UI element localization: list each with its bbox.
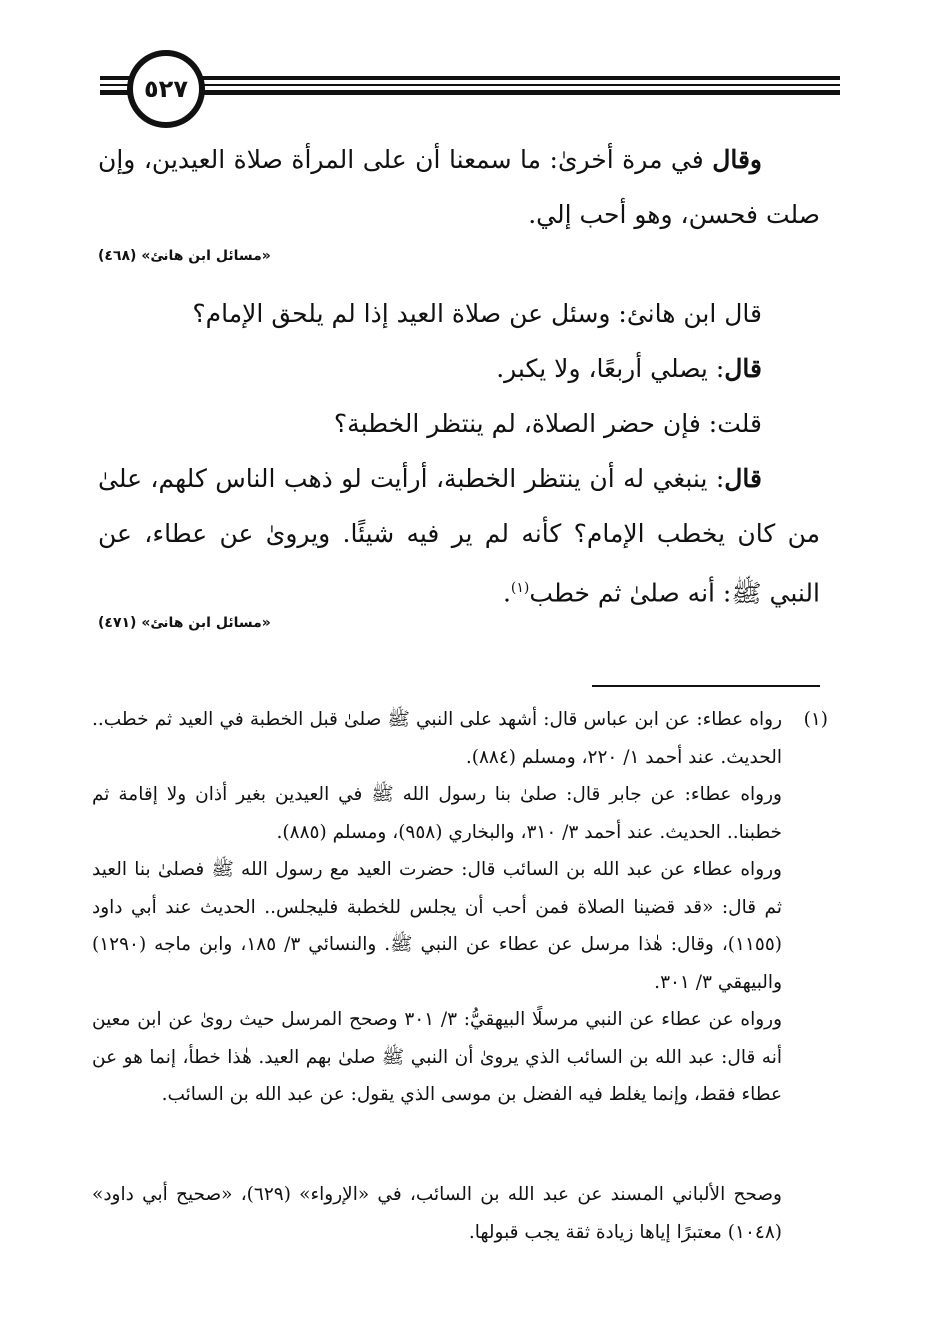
footnote-reference[interactable]: (١): [510, 580, 530, 596]
footnote-marker: (١): [803, 709, 828, 730]
paragraph-text: في مرة أخرىٰ: ما سمعنا أن على المرأة صلاة العيدين، وإن صلت فحسن، وهو أحب إلي.: [98, 145, 820, 229]
paragraph-4: [98, 396, 820, 451]
footnote-paragraph-5: وصحح الألباني المسند عن عبد الله بن السائب، في «الإرواء» (٦٢٩)، «صحيح أبي داود» (١٠٤٨) معتبرًا إياها زيادة ثقة يجب قبولها.: [92, 1184, 782, 1243]
paragraph-1: [98, 132, 820, 242]
footnote-paragraph-3: ورواه عطاء عن عبد الله بن السائب قال: حضرت العيد مع رسول الله ﷺ فصلىٰ بنا العيد ثم قال: «قد قضينا الصلاة فمن أحب أن يجلس للخطبة فليجلس.. الحديث عند أبي داود (١١٥٥)، وقال: هٰذا مرسل عن عطاء عن النبي ﷺ. والنسائي ٣/ ١٨٥، وابن ماجه (١٢٩٠) والبيهقي ٣/ ٣٠١.: [92, 859, 782, 993]
footnote-paragraph-2: ورواه عطاء: عن جابر قال: صلىٰ بنا رسول الله ﷺ في العيدين بغير أذان ولا إقامة ثم خطبنا.. الحديث. عند أحمد ٣/ ٣١٠، والبخاري (٩٥٨)، ومسلم (٨٨٥).: [92, 784, 782, 843]
paragraph-text: : يصلي أربعًا، ولا يكبر.: [496, 354, 725, 383]
speaker-label: قال: [724, 354, 762, 383]
paragraph-text: قلت: فإن حضر الصلاة، لم ينتظر الخطبة؟: [333, 409, 762, 438]
paragraph-2: [98, 286, 820, 341]
paragraph-text: قال ابن هانئ: وسئل عن صلاة العيد إذا لم يلحق الإمام؟: [192, 299, 762, 328]
source-citation: «مسائل ابن هانئ» (٤٦٨): [98, 248, 271, 264]
page-number: ٥٢٧: [144, 75, 188, 103]
paragraph-3: [98, 341, 820, 396]
footnote-divider: [592, 685, 820, 687]
header-rule: [100, 84, 840, 86]
speaker-label: قال: [724, 464, 762, 493]
footnote-paragraph-4: ورواه عن عطاء عن النبي مرسلًا البيهقيُّ: ٣/ ٣٠١ وصحح المرسل حيث روىٰ عن ابن معين أنه قال: عبد الله بن السائب الذي يروىٰ أن النبي ﷺ صلىٰ بهم العيد. هٰذا خطأ، إنما هو عن عطاء فقط، وإنما يغلط فيه الفضل بن موسى الذي يقول: عن عبد الله بن السائب.: [92, 1009, 783, 1105]
paragraph-end: .: [502, 578, 511, 608]
paragraph-5: [98, 451, 820, 620]
footnote-paragraph-1: رواه عطاء: عن ابن عباس قال: أشهد على النبي ﷺ صلىٰ قبل الخطبة في العيد ثم خطب.. الحديث. عند أحمد ١/ ٢٢٠، ومسلم (٨٨٤).: [92, 709, 782, 768]
header-rule: [100, 76, 840, 80]
speaker-label: وقال: [712, 145, 762, 174]
paragraph-text: : ينبغي له أن ينتظر الخطبة، أرأيت لو ذهب الناس كلهم، علىٰ من كان يخطب الإمام؟ كأنه لم ير فيه شيئًا. ويروىٰ عن عطاء، عن النبي ﷺ: أنه صلىٰ ثم خطب: [98, 464, 820, 608]
source-citation: «مسائل ابن هانئ» (٤٧١): [98, 615, 271, 631]
page-number-badge: [127, 50, 205, 128]
header-rule: [100, 90, 840, 95]
